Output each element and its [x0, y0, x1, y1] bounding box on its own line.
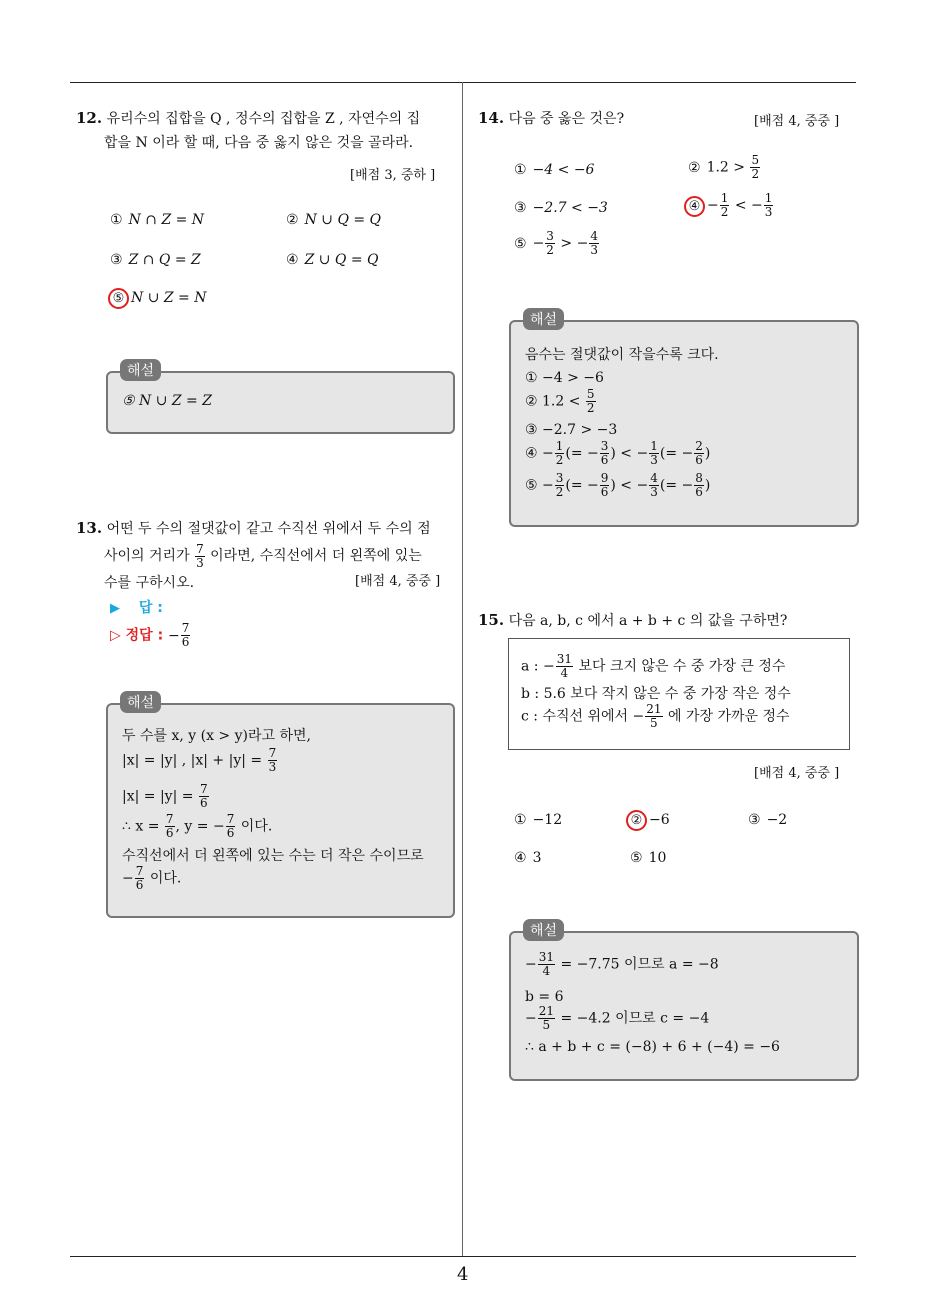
choice-2[interactable]: ② 1.2 > $\frac{5}{2}$: [688, 153, 760, 181]
explanation-line: − $\frac{21}{5}$ = −4.2 이므로 c = −4: [525, 1004, 710, 1032]
question-number: 12.: [76, 109, 103, 127]
explanation-line: ④ − $\frac{1}{2}$ (= − $\frac{3}{6}$ ) < − $\frac{1}{3}$ (= − $\frac{2}{6}$ ): [525, 439, 711, 467]
bottom-rule: [70, 1256, 856, 1257]
question-number: 14.: [478, 109, 505, 127]
column-divider: [462, 82, 463, 1257]
points-label: [배점 3, 중하 ]: [350, 168, 436, 183]
selected-mark: ④: [684, 196, 705, 217]
explanation-line: b = 6: [525, 989, 564, 1005]
explanation-line: ③ −2.7 > −3: [525, 422, 618, 438]
explanation-line: − $\frac{7}{6}$ 이다.: [122, 864, 182, 892]
condition-b: b : 5.6 보다 작지 않은 수 중 가장 작은 정수: [521, 686, 791, 702]
explanation-line: ∴ x = $\frac{7}{6}$ , y = − $\frac{7}{6}$ 이다.: [122, 812, 273, 840]
choice-3[interactable]: ③ −2.7 < −3: [514, 200, 608, 216]
points-label: [배점 4, 중중 ]: [754, 766, 840, 781]
points-label: [배점 4, 중중 ]: [355, 574, 441, 589]
choice-5[interactable]: ⑤ 10: [630, 850, 667, 866]
question-14: [478, 106, 624, 131]
choice-1[interactable]: ① −4 < −6: [514, 162, 595, 178]
choice-2[interactable]: ② N ∪ Q = Q: [286, 212, 382, 228]
question-12: [76, 106, 456, 155]
question-text: 수를 구하시오.: [104, 575, 195, 591]
choice-5-selected[interactable]: ⑤ N ∪ Z = N: [108, 288, 207, 309]
explanation-line: |x| = |y| , |x| + |y| = $\frac{7}{3}$: [122, 746, 277, 774]
question-text: 이라면, 수직선에서 더 왼쪽에 있는: [210, 548, 422, 564]
selected-mark: ②: [626, 810, 647, 831]
choice-3[interactable]: ③ −2: [748, 812, 788, 828]
explanation-box: [509, 312, 859, 527]
choice-1[interactable]: ① N ∩ Z = N: [110, 212, 205, 228]
explanation-line: − $\frac{31}{4}$ = −7.75 이므로 a = −8: [525, 950, 719, 978]
explanation-box: [106, 363, 455, 434]
explanation-tag: 해설: [523, 308, 564, 330]
explanation-line: ∴ a + b + c = (−8) + 6 + (−4) = −6: [525, 1039, 780, 1055]
play-icon: ▶: [110, 601, 120, 616]
explanation-line: 수직선에서 더 왼쪽에 있는 수는 더 작은 수이므로: [122, 848, 424, 864]
question-number: 15.: [478, 611, 505, 629]
explanation-line: ① −4 > −6: [525, 370, 604, 386]
choice-1[interactable]: ① −12: [514, 812, 563, 828]
explanation-tag: 해설: [523, 919, 564, 941]
condition-a: a : − $\frac{31}{4}$ 보다 크지 않은 수 중 가장 큰 정수: [521, 652, 786, 680]
top-rule: [70, 82, 856, 83]
question-text: 다음 a, b, c 에서 a + b + c 의 값을 구하면?: [508, 613, 788, 629]
explanation-box: [509, 923, 859, 1081]
explanation-line: ② 1.2 < $\frac{5}{2}$: [525, 387, 595, 415]
page-number: 4: [457, 1264, 469, 1285]
selected-mark: ⑤: [108, 288, 129, 309]
question-text: 유리수의 집합을 Q , 정수의 집합을 Z , 자연수의 집: [106, 111, 421, 127]
fraction: $\frac{7}{3}$: [196, 541, 204, 570]
question-text: 사이의 거리가: [104, 548, 190, 564]
choice-4[interactable]: ④ Z ∪ Q = Q: [286, 252, 379, 268]
explanation-line: ⑤ − $\frac{3}{2}$ (= − $\frac{9}{6}$ ) < − $\frac{4}{3}$ (= − $\frac{8}{6}$ ): [525, 471, 711, 499]
condition-c: c : 수직선 위에서 − $\frac{21}{5}$ 에 가장 가까운 정수: [521, 702, 790, 730]
choice-2-selected[interactable]: ② −6: [626, 810, 670, 831]
explanation-line: |x| = |y| = $\frac{7}{6}$: [122, 782, 208, 810]
correct-answer: ▷ 정답 : − $\frac{7}{6}$: [110, 621, 190, 649]
answer-label: ▶ 답 :: [110, 600, 163, 616]
choice-5[interactable]: ⑤ − $\frac{3}{2}$ > − $\frac{4}{3}$: [514, 229, 598, 257]
choice-3[interactable]: ③ Z ∩ Q = Z: [110, 252, 201, 268]
explanation-tag: 해설: [120, 691, 161, 713]
choice-4[interactable]: ④ 3: [514, 850, 542, 866]
explanation-line: 음수는 절댓값이 작을수록 크다.: [525, 347, 719, 363]
question-15: [478, 608, 787, 633]
question-number: 13.: [76, 519, 103, 537]
explanation-tag: 해설: [120, 359, 161, 381]
choice-4-selected[interactable]: ④ − $\frac{1}{2}$ < − $\frac{1}{3}$: [684, 192, 774, 219]
explanation-line: 두 수를 x, y (x > y)라고 하면,: [122, 728, 311, 744]
points-label: [배점 4, 중중 ]: [754, 114, 840, 129]
question-text: 합을 N 이라 할 때, 다음 중 옳지 않은 것을 골라라.: [104, 135, 414, 151]
explanation-text: ⑤ N ∪ Z = Z: [122, 393, 212, 409]
condition-box: [508, 638, 850, 750]
question-text: 어떤 두 수의 절댓값이 같고 수직선 위에서 두 수의 점: [106, 521, 431, 537]
question-text: 다음 중 옳은 것은?: [508, 111, 625, 127]
explanation-box: [106, 695, 455, 918]
